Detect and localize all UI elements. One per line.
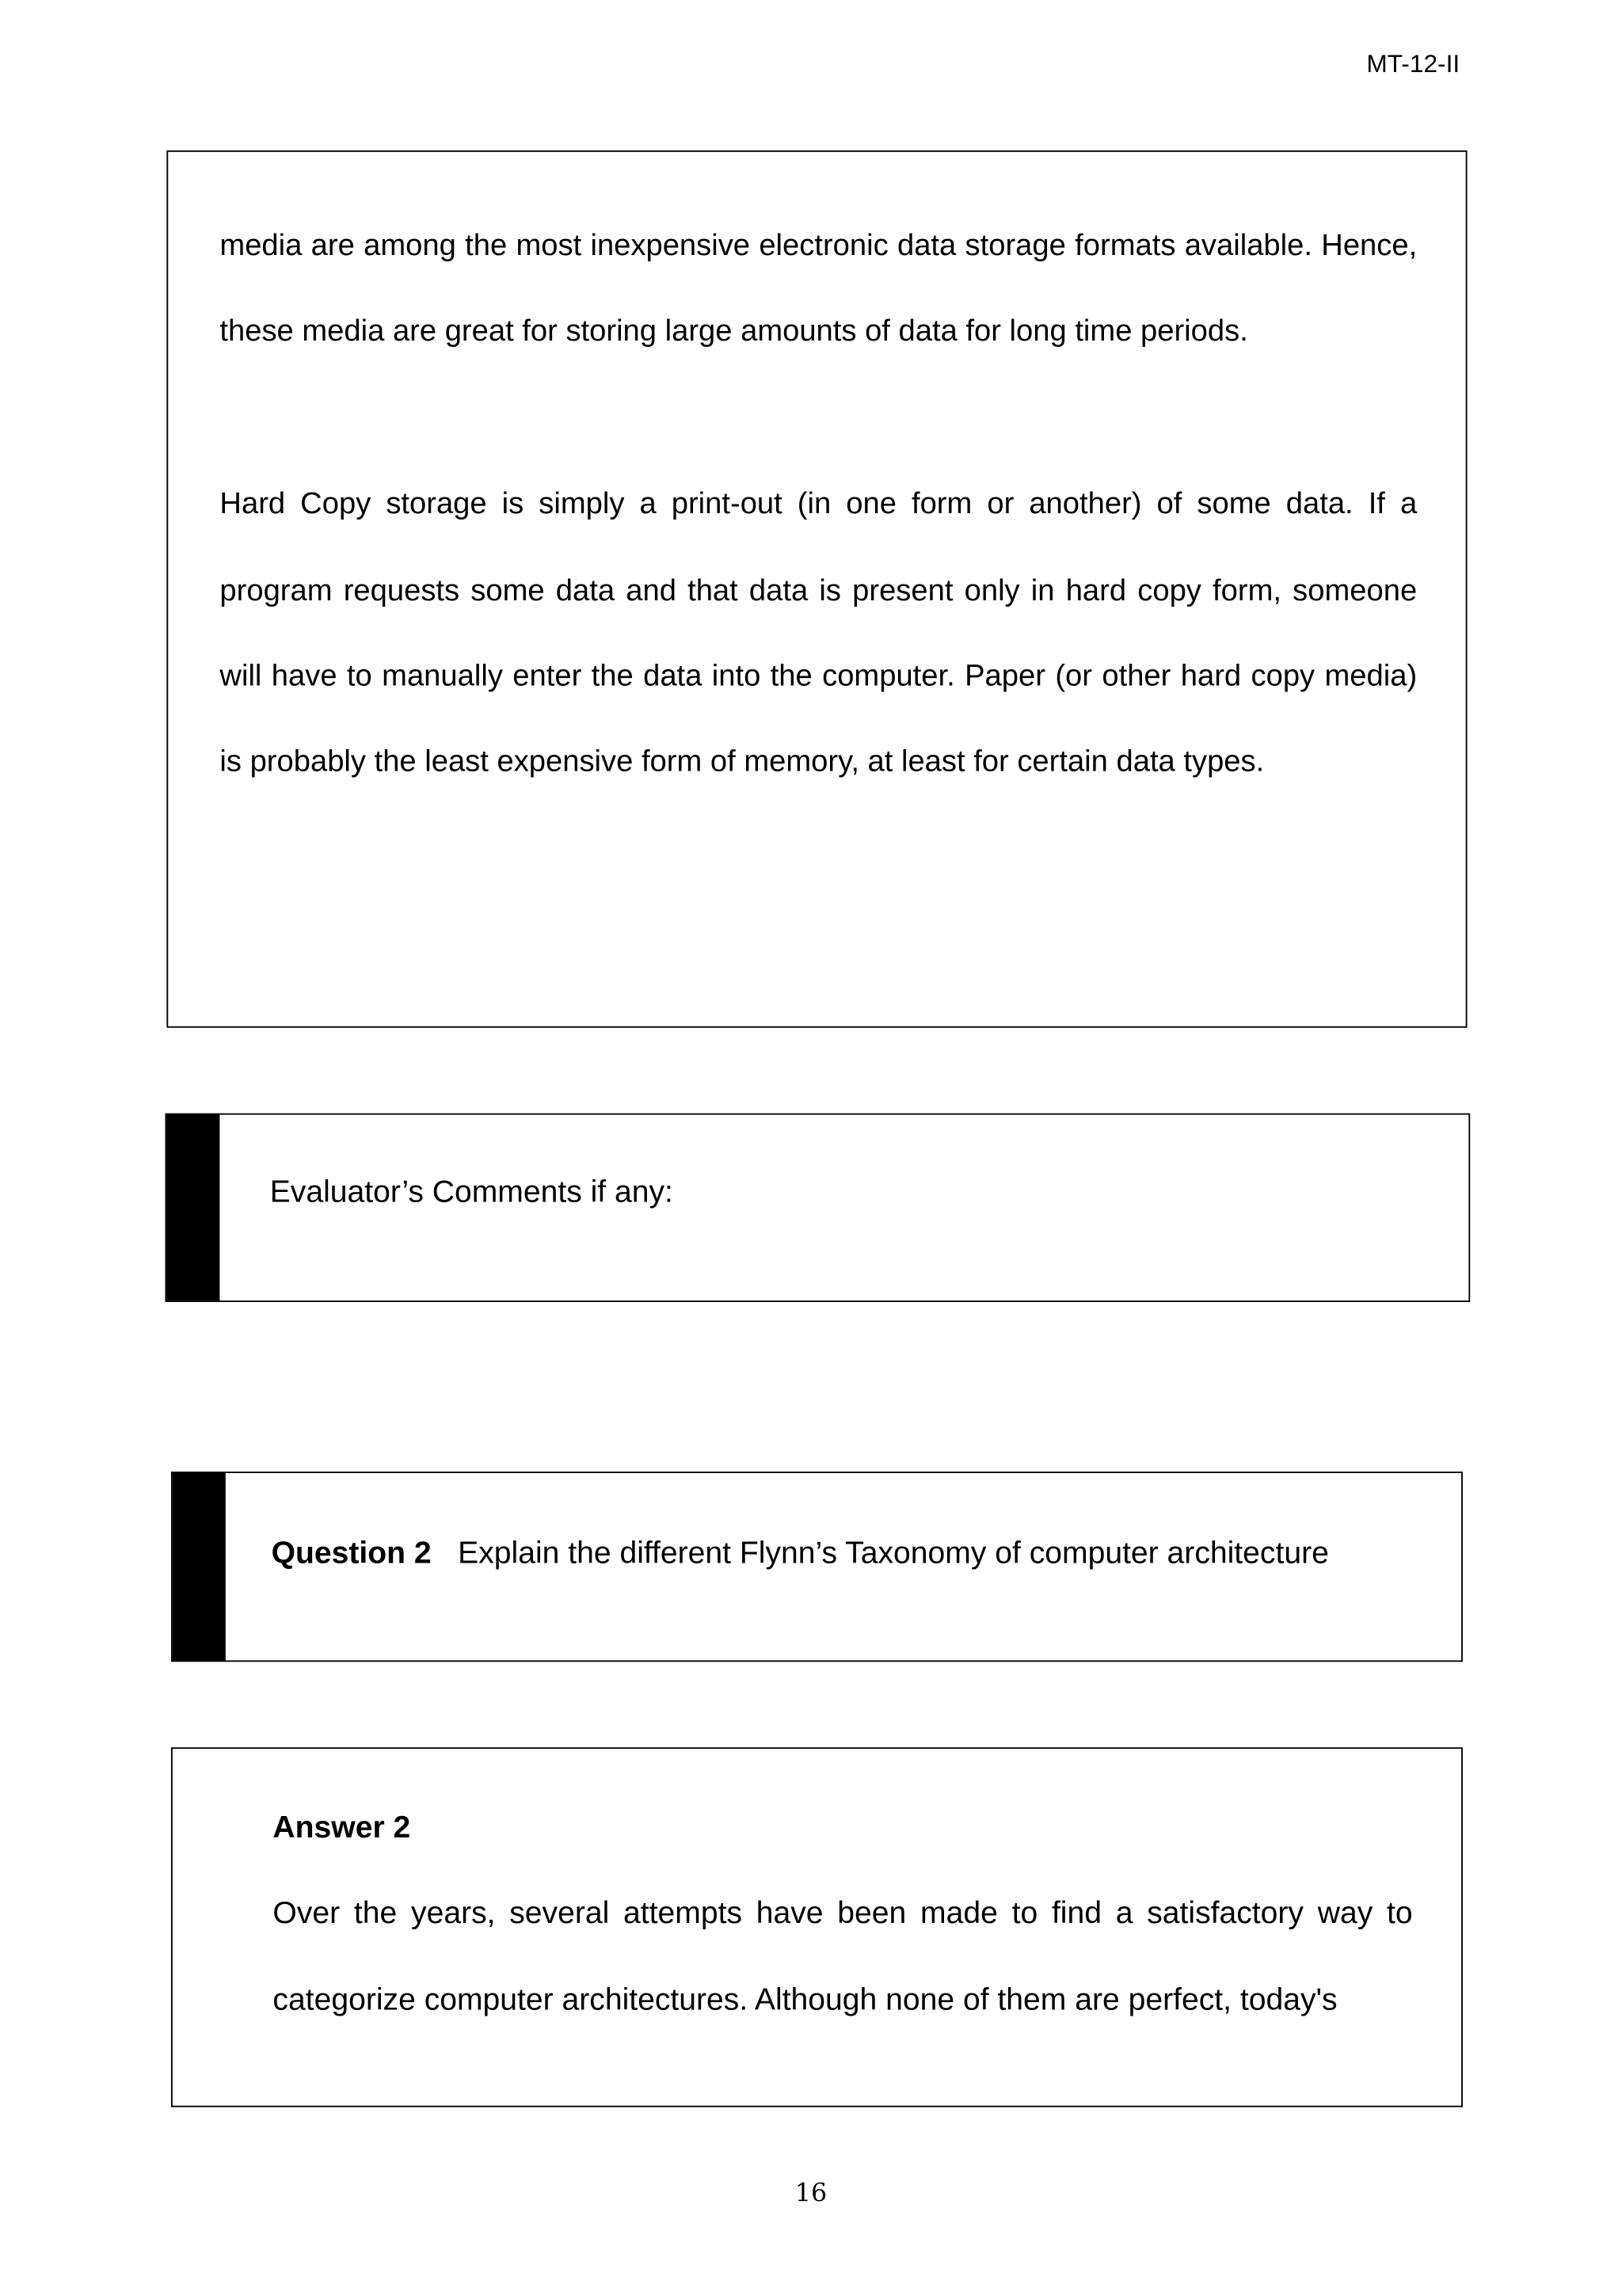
question-number: Question 2 [271, 1536, 432, 1571]
side-bar-marker [173, 1473, 226, 1660]
paragraph-optical-media: media are among the most inexpensive electronic data storage formats available. Hence, these media are great for storing large amounts of data for long time periods. [219, 228, 1418, 349]
answer-box [171, 1747, 1463, 2107]
answer-text [219, 204, 1417, 806]
evaluator-comments-label: Evaluator’s Comments if any: [269, 1175, 673, 1209]
side-bar-marker [166, 1115, 219, 1301]
evaluator-comments-box [166, 1114, 1471, 1302]
page-number: 16 [794, 2179, 828, 2210]
answer-title: Answer 2 [272, 1811, 411, 1845]
answer-paragraph: Over the years, several attempts have been made to find a satisfactory way to categorize computer architectures. Although none of them are perfect, today's [272, 1896, 1413, 2017]
document-code: MT-12-II [1366, 50, 1460, 78]
question-box [171, 1472, 1463, 1662]
question-row [272, 1536, 1329, 1572]
answer-text-box [166, 150, 1467, 1028]
answer-body [272, 1871, 1412, 2044]
question-text: Explain the different Flynn’s Taxonomy of computer architecture [458, 1536, 1329, 1571]
paragraph-hard-copy: Hard Copy storage is simply a print-out (in one form or another) of some data. If a program requests some data and that data is present only in hard copy form, someone will have to manually enter the data into the computer. Paper (or other hard copy media) is probably the least expensive form of memory, at least for certain data types. [219, 486, 1418, 779]
